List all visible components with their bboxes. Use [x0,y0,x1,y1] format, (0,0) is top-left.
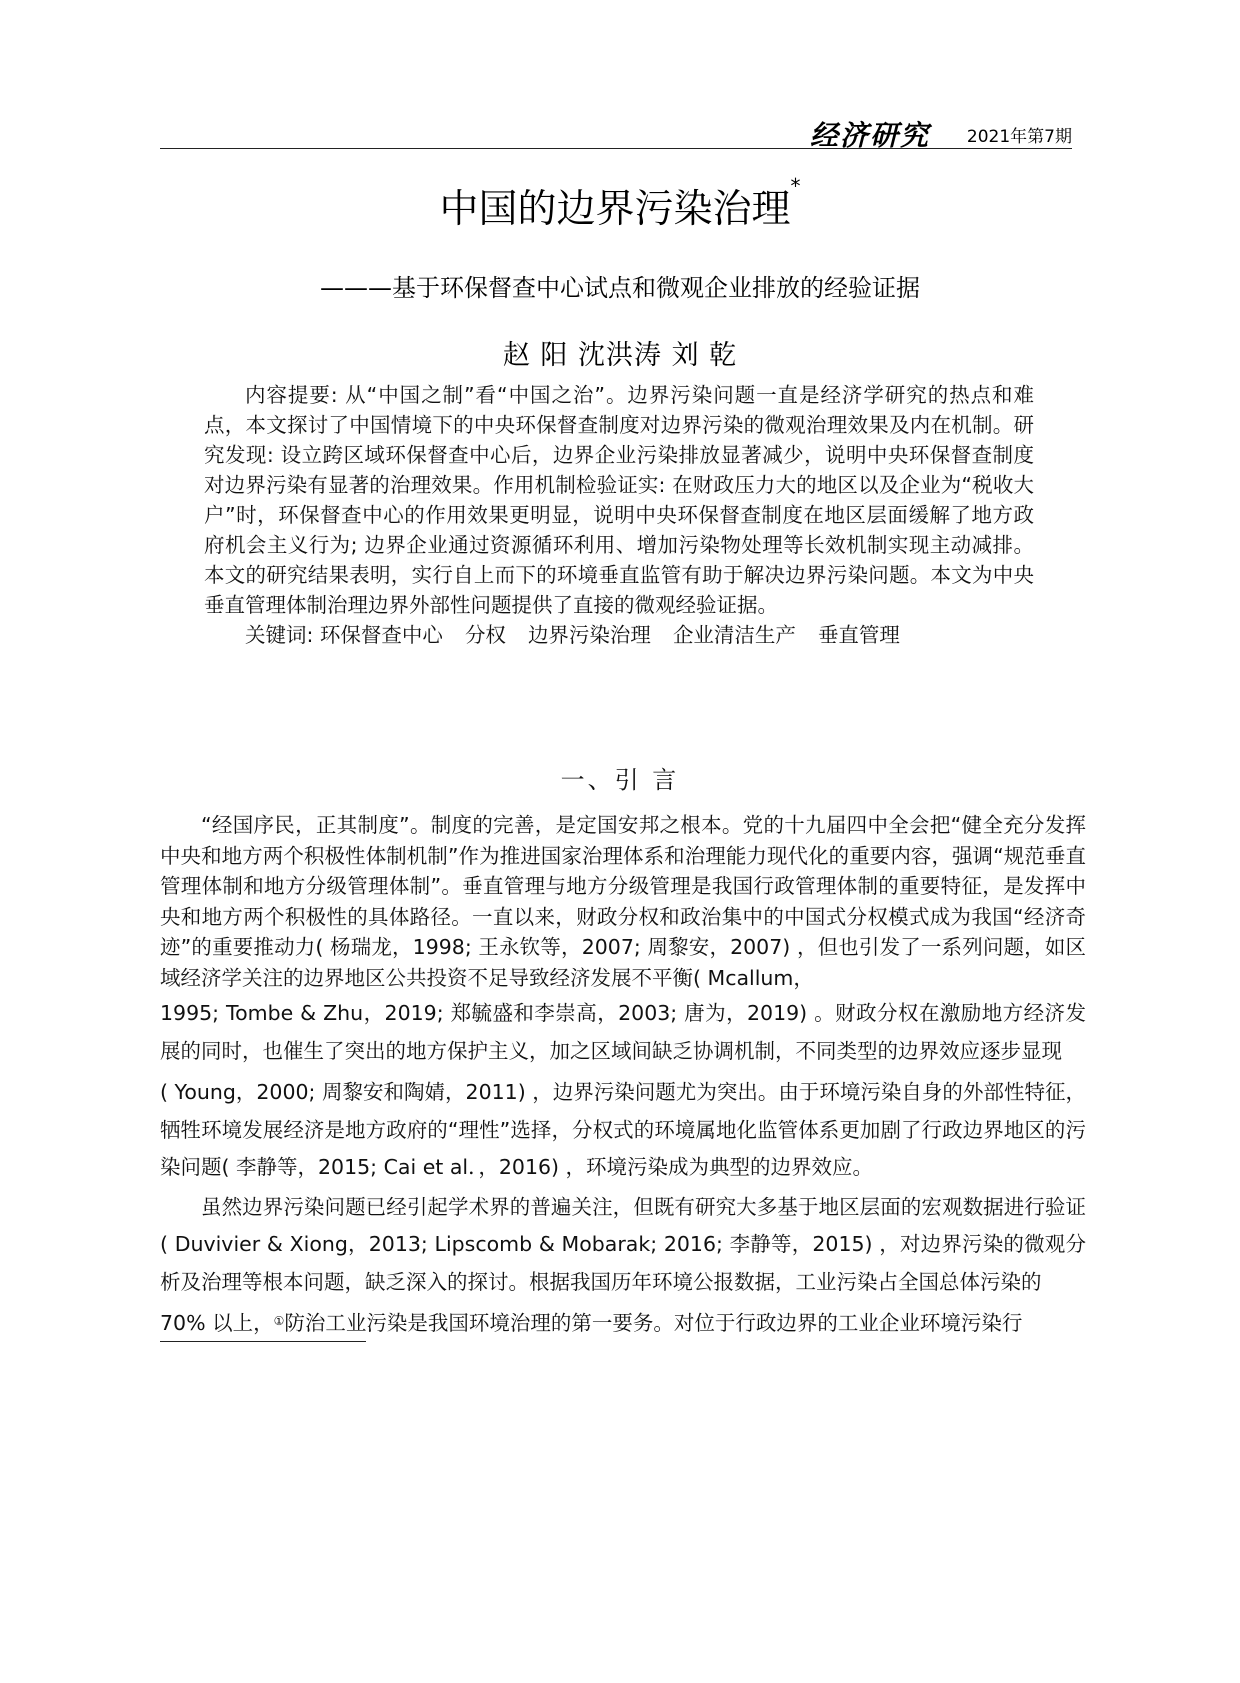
keyword: 边界污染治理 [527,623,651,647]
keyword: 垂直管理 [817,623,900,647]
text-run: 污染是我国环境治理的第一要务。对位于行政边界的工业企业环境污染行 [366,1311,1023,1335]
paragraph: ( Young，2000; 周黎安和陶婧，2011) ，边界污染问题尤为突出。由于环境污染自身的外部性特征，牺牲环境发展经济是地方政府的“理性”选择，分权式的环境属地化监管体系更加剧了行政边界地区的污染问题( 李静等，2015; Cai et al．，2016) ，环境污染成为典型的边界效应。 [160,1080,1086,1179]
abstract [204,380,1034,650]
body-text [160,810,1086,1343]
text-run: 防治工业 [284,1311,367,1335]
paragraph: 1995; Tombe & Zhu，2019; 郑毓盛和李崇高，2003; 唐为，2019) 。财政分权在激励地方经济发展的同时，也催生了突出的地方保护主义，加之区域间缺乏协调机制，不同类型的边界效应逐步显现 [160,1001,1086,1063]
keywords-line [204,620,1034,650]
keyword: 企业清洁生产 [672,623,796,647]
footnote-marker: ① [273,1314,285,1328]
issue-label: 2021年第7期 [966,127,1072,147]
paragraph: “经国序民，正其制度”。制度的完善，是定国安邦之根本。党的十九届四中全会把“健全充分发挥中央和地方两个积极性体制机制”作为推进国家治理体系和治理能力现代化的重要内容，强调“规范垂直管理体制和地方分级管理体制”。垂直管理与地方分级管理是我国行政管理体制的重要特征，是发挥中央和地方两个积极性的具体路径。一直以来，财政分权和政治集中的中国式分权模式成为我国“经济奇迹”的重要推动力( 杨瑞龙，1998; 王永钦等，2007; 周黎安，2007) ，但也引发了一系列问题，如区域经济学关注的边界地区公共投资不足导致经济发展不平衡( Mcallum， [160,813,1086,990]
paragraph [160,1305,1086,1343]
running-header [160,112,1072,152]
author-list: 赵 阳 沈洪涛 刘 乾 [502,340,738,371]
journal-logo: 经济研究 [809,119,930,152]
paragraph: 虽然边界污染问题已经引起学术界的普遍关注，但既有研究大多基于地区层面的宏观数据进行验证( Duvivier & Xiong，2013; Lipscomb & Mobarak; 2016; 李静等，2015) ，对边界污染的微观分析及治理等根本问题，缺乏深入的探讨。根据我国历年环境公报数据，工业污染占全国总体污染的 [160,1194,1086,1294]
title-text: 中国的边界污染治理 [439,187,791,232]
keywords-label: 关键词: 环保督查中心 [245,623,443,647]
title-footnote-mark: * [790,174,801,198]
paper-subtitle: ———基于环保督查中心试点和微观企业排放的经验证据 [320,274,920,302]
abstract-text: 内容提要: 从“中国之制”看“中国之治”。边界污染问题一直是经济学研究的热点和难点，本文探讨了中国情境下的中央环保督查制度对边界污染的微观治理效果及内在机制。研究发现: 设立跨区域环保督查中心后，边界企业污染排放显著减少，说明中央环保督查制度对边界污染有显著的治理效果。作用机制检验证实: 在财政压力大的地区以及企业为“税收大户”时，环保督查中心的作用效果更明显，说明中央环保督查制度在地区层面缓解了地方政府机会主义行为; 边界企业通过资源循环利用、增加污染物处理等长效机制实现主动减排。本文的研究结果表明，实行自上而下的环境垂直监管有助于解决边界污染问题。本文为中央垂直管理体制治理边界外部性问题提供了直接的微观经验证据。 [204,383,1034,617]
section-heading: 一、引 言 [560,766,680,794]
paper-title [0,174,1240,234]
text-run: 70% 以上， [160,1311,274,1335]
footnote-separator-text [160,1311,366,1342]
keyword: 分权 [464,623,506,647]
